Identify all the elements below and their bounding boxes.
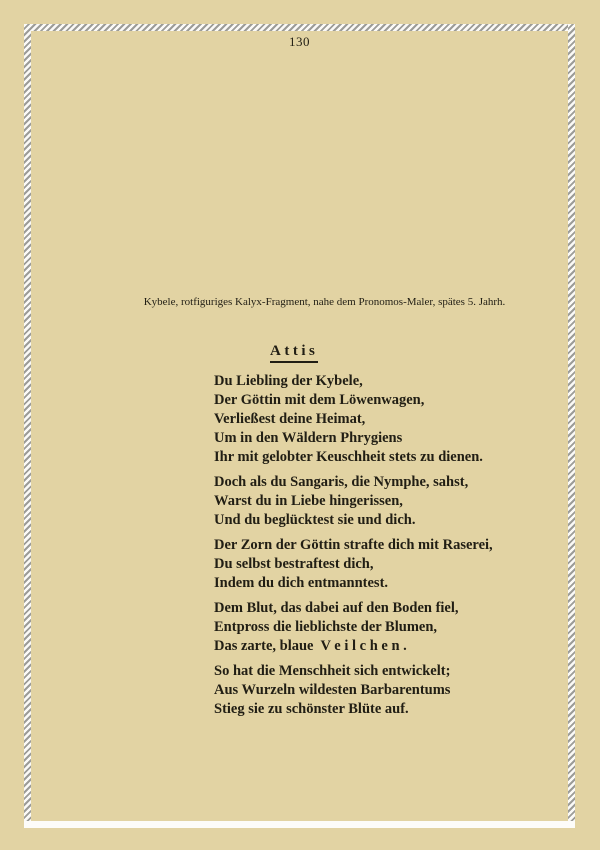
page-number: 130	[289, 34, 310, 49]
poem-line: Stieg sie zu schönster Blüte auf.	[214, 701, 409, 717]
poem-line: Indem du dich entmanntest.	[214, 575, 389, 591]
poem-title: Attis	[270, 343, 318, 363]
poem-line: Dem Blut, das dabei auf den Boden fiel,	[214, 600, 459, 616]
poem-line: Doch als du Sangaris, die Nymphe, sahst,	[214, 474, 469, 490]
poem-line: Verließest deine Heimat,	[214, 411, 366, 427]
poem-line: Aus Wurzeln wildesten Barbarentums	[214, 682, 451, 698]
decorative-border-right	[568, 24, 575, 822]
poem-stanza	[214, 372, 493, 467]
decorative-border-left	[24, 24, 31, 822]
poem-line: Entpross die lieblichste der Blumen,	[214, 619, 438, 635]
poem	[214, 372, 493, 725]
poem-line: Das zarte, blaue V e i l c h e n .	[214, 638, 407, 654]
poem-stanza	[214, 536, 493, 593]
poem-line: Du Liebling der Kybele,	[214, 373, 363, 389]
poem-line: Der Göttin mit dem Löwenwagen,	[214, 392, 425, 408]
poem-line: Du selbst bestraftest dich,	[214, 556, 374, 572]
poem-stanza	[214, 599, 493, 656]
decorative-border-bottom	[24, 821, 575, 828]
image-caption: Kybele, rotfiguriges Kalyx-Fragment, nahe dem Pronomos-Maler, spätes 5. Jahrh.	[143, 296, 506, 308]
poem-line: Ihr mit gelobter Keuschheit stets zu dienen.	[214, 449, 483, 465]
poem-stanza	[214, 473, 493, 530]
poem-stanza	[214, 662, 493, 719]
poem-line: So hat die Menschheit sich entwickelt;	[214, 663, 451, 679]
poem-line: Und du beglücktest sie und dich.	[214, 512, 416, 528]
poem-line: Warst du in Liebe hingerissen,	[214, 493, 403, 509]
poem-title-wrap	[270, 342, 318, 363]
poem-line: Der Zorn der Göttin strafte dich mit Raserei,	[214, 537, 493, 553]
poem-line: Um in den Wäldern Phrygiens	[214, 430, 403, 446]
decorative-border-top	[24, 24, 575, 31]
